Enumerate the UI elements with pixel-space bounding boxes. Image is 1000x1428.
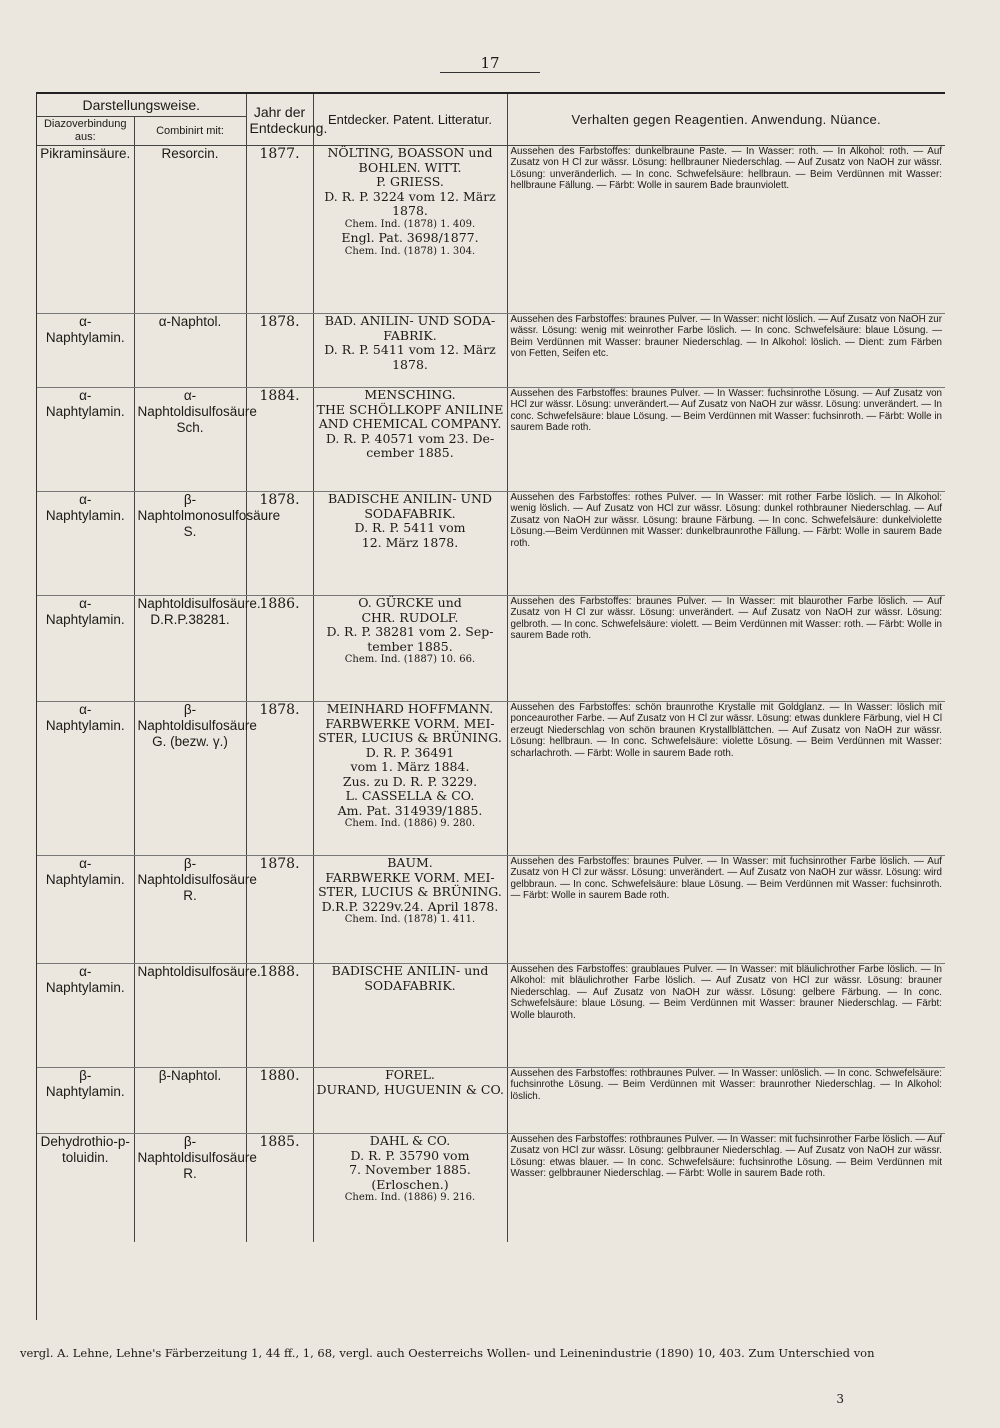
combined-with: Resorcin.: [134, 146, 246, 314]
discoverer-patent: [313, 388, 507, 492]
discoverer-line: BAD. ANILIN- UND SODA-: [324, 313, 496, 328]
header-diazo: Diazoverbindung aus:: [37, 117, 134, 146]
discoverer-line: 7. November 1885.: [349, 1162, 471, 1177]
table-row: [37, 1134, 945, 1242]
discoverer-line: D. R. P. 36491: [365, 744, 455, 760]
discovery-year: 1886.: [246, 596, 313, 702]
diazo-compound: α-Naphtylamin.: [37, 492, 134, 596]
discoverer-line: Zus. zu D. R. P. 3229.: [342, 773, 478, 789]
combined-with: β-Naphtoldisulfosäure R.: [134, 1134, 246, 1242]
discovery-year: 1888.: [246, 964, 313, 1068]
discoverer-line: SODAFABRIK.: [364, 977, 456, 993]
discoverer-line: CHR. RUDOLF.: [361, 609, 459, 625]
reagent-behavior: Aussehen des Farbstoffes: braunes Pulver. — In Wasser: mit fuchsinrother Farbe löslich. — Auf Zusatz von H Cl zur wässr. Lösung: unverändert. — Auf Zusatz von NaOH zur wässr. Lösung: wird gelbbraun. — In conc. Schwefelsäure: blaue Lösung. — Beim Verdünnen mit Wasser: fuchsinroth. — Färbt: Wolle in saurem Bade roth.: [507, 856, 945, 964]
discovery-year: 1878.: [246, 314, 313, 388]
discoverer-line: 1878.: [392, 203, 428, 218]
page-number: 17: [440, 54, 540, 73]
reagent-behavior: Aussehen des Farbstoffes: rothbraunes Pulver. — In Wasser: mit fuchsinrother Farbe löslich. — Auf Zusatz von HCl zur wässr. Lösung: gelbbrauner Niederschlag. — Auf Zusatz von NaOH zur wässr. Lösung: etwas blauer. — In conc. Schwefelsäure: fuchsinrothe Lösung. — Beim Verdünnen mit Wasser: gelbbrauner Niederschlag. — Färbt: Wolle in saurem Bade roth.: [510, 1134, 942, 1180]
reagent-behavior: Aussehen des Farbstoffes: graublaues Pulver. — In Wasser: mit bläulichrother Farbe löslich. — In Alkohol: mit bläulichrother Farbe löslich. — Auf Zusatz von HCl zur wässr. Lösung: brauner Niederschlag. — Auf Zusatz von NaOH zur wässr. Lösung: gelbere Färbung. — In conc. Schwefelsäure: blaue Lösung. — Beim Verdünnen mit Wasser: brauner Niederschlag. — Färbt: Wolle blauroth.: [507, 964, 945, 1068]
discoverer-line: P. GRIESS.: [376, 174, 444, 189]
table-row: [37, 388, 945, 492]
discoverer-line: BAUM.: [387, 855, 433, 870]
discoverer-line: D. R. P. 38281 vom 2. Sep-: [326, 624, 494, 639]
discoverer-line: Chem. Ind. (1878) 1. 409.: [344, 218, 476, 230]
discoverer-line: D.R.P. 3229v.24. April 1878.: [321, 898, 499, 914]
discoverer-patent: [313, 856, 507, 964]
discoverer-line: MEINHARD HOFFMANN.: [326, 701, 494, 716]
table-row: [37, 314, 945, 388]
discoverer-line: Chem. Ind. (1878) 1. 304.: [344, 245, 476, 257]
discoverer-line: D. R. P. 5411 vom: [354, 520, 466, 535]
diazo-compound: α-Naphtylamin.: [37, 964, 134, 1068]
discoverer-line: 12. März 1878.: [361, 534, 459, 550]
discoverer-line: BADISCHE ANILIN- UND: [327, 491, 493, 506]
diazo-compound: α-Naphtylamin.: [37, 856, 134, 964]
reagent-behavior: Aussehen des Farbstoffes: rothes Pulver. — In Wasser: mit rother Farbe löslich. — In Alkohol: wenig löslich. — Auf Zusatz von HCl zur wässr. Lösung: dunkel rothbrauner Niederschlag. — Auf Zusatz von NaOH zur wässr. Lösung: braune Färbung. — In conc. Schwefelsäure: dunkelviolette Lösung.—Beim Verdünnen mit Wasser: dunkelbraunrothe Fällung. — Färbt: Wolle in saurem Bade roth.: [507, 492, 945, 596]
discoverer-line: O. GÜRCKE und: [358, 595, 462, 610]
discoverer-line: Am. Pat. 314939/1885.: [337, 802, 483, 818]
discoverer-line: BADISCHE ANILIN- und: [331, 963, 489, 978]
combined-with: Naphtoldisulfosäure. D.R.P.38281.: [134, 596, 246, 702]
discoverer-line: D. R. P. 35790 vom: [350, 1147, 470, 1163]
diazo-compound: Dehydrothio-p-toluidin.: [37, 1134, 134, 1242]
discoverer-line: STER, LUCIUS & BRÜNING.: [318, 884, 502, 899]
header-entdecker: Entdecker. Patent. Litteratur.: [313, 94, 507, 146]
reagent-behavior: Aussehen des Farbstoffes: rothbraunes Pulver. — In Wasser: unlöslich. — In conc. Schwefelsäure: fuchsinrothe Lösung. — Beim Verdünnen mit Wasser: braunrother Niederschlag. — In Alkohol: löslich.: [507, 1068, 945, 1134]
discoverer-line: Chem. Ind. (1878) 1. 411.: [344, 914, 476, 925]
discoverer-line: D. R. P. 5411 vom 12. März: [324, 342, 496, 357]
discoverer-line: AND CHEMICAL COMPANY.: [318, 416, 502, 431]
reagent-behavior: Aussehen des Farbstoffes: dunkelbraune Paste. — In Wasser: roth. — In Alkohol: roth. — Auf Zusatz von H Cl zur wässr. Lösung: hellbrauner Niederschlag. — Auf Zusatz von NaOH zur wässr. Lösung: unveränderlich. — In conc. Schwefelsäure: hellbraun. — Beim Verdünnen mit Wasser: hellbraune Fällung. — Färbt: Wolle in saurem Bade braunviolett.: [507, 146, 945, 314]
discoverer-patent: [313, 1068, 507, 1134]
table-row: [37, 1068, 945, 1134]
diazo-compound: β-Naphtylamin.: [37, 1068, 134, 1134]
table-row: [37, 856, 945, 964]
diazo-compound: α-Naphtylamin.: [37, 702, 134, 856]
discovery-year: 1878.: [246, 856, 313, 964]
reagent-behavior: Aussehen des Farbstoffes: braunes Pulver. — In Wasser: mit blaurother Farbe löslich. — Auf Zusatz von H Cl zur wässr. Lösung: unverändert. — Auf Zusatz von NaOH zur wässr. Lösung: gelbroth. — In conc. Schwefelsäure: violett. — Beim Verdünnen mit Wasser: roth. — Färbt: Wolle in saurem Bade roth.: [507, 596, 945, 702]
discovery-year: 1878.: [246, 492, 313, 596]
dye-table: [36, 92, 945, 1320]
combined-with: α-Naphtoldisulfosäure Sch.: [134, 388, 246, 492]
discoverer-line: cember 1885.: [366, 445, 454, 460]
discoverer-patent: [313, 596, 507, 702]
discoverer-line: Engl. Pat. 3698/1877.: [341, 230, 479, 245]
discoverer-line: SODAFABRIK.: [364, 505, 456, 521]
header-jahr: Jahr der Entdeckung.: [246, 94, 313, 146]
discoverer-line: Chem. Ind. (1887) 10. 66.: [344, 654, 476, 665]
table-row: [37, 492, 945, 596]
combined-with: β-Naphtolmonosulfosäure S.: [134, 492, 246, 596]
combined-with: β-Naphtoldisulfosäure G. (bezw. γ.): [134, 702, 246, 856]
discovery-year: 1880.: [246, 1068, 313, 1134]
table-row: [37, 702, 945, 856]
discoverer-patent: [313, 314, 507, 388]
diazo-compound: Pikraminsäure.: [37, 146, 134, 314]
discoverer-line: FARBWERKE VORM. MEI-: [325, 715, 495, 731]
dye-table-grid: [37, 94, 945, 1242]
discoverer-line: DURAND, HUGUENIN & CO.: [316, 1081, 504, 1097]
discovery-year: 1878.: [246, 702, 313, 856]
header-combinirt: Combinirt mit:: [134, 117, 246, 146]
table-row: [37, 146, 945, 314]
discoverer-line: (Erloschen.): [371, 1176, 449, 1192]
table-row: [37, 964, 945, 1068]
header-darstellung: Darstellungsweise.: [37, 94, 246, 117]
discoverer-line: tember 1885.: [367, 638, 453, 654]
discoverer-patent: [313, 146, 507, 314]
discoverer-line: 1878.: [392, 356, 428, 372]
discoverer-line: D. R. P. 3224 vom 12. März: [324, 188, 496, 204]
discovery-year: 1877.: [246, 146, 313, 314]
diazo-compound: α-Naphtylamin.: [37, 314, 134, 388]
diazo-compound: α-Naphtylamin.: [37, 596, 134, 702]
discoverer-patent: [313, 702, 507, 856]
discoverer-line: NÖLTING, BOASSON und: [327, 145, 493, 160]
combined-with: β-Naphtol.: [134, 1068, 246, 1134]
sheet-mark: 3: [836, 1392, 844, 1406]
combined-with: Naphtoldisulfosäure.: [134, 964, 246, 1068]
discoverer-line: FOREL.: [385, 1067, 435, 1082]
discoverer-line: L. CASSELLA & CO.: [345, 788, 475, 803]
discoverer-line: FARBWERKE VORM. MEI-: [325, 869, 495, 885]
footnote: vergl. A. Lehne, Lehne's Färberzeitung 1, 44 ff., 1, 68, vergl. auch Oesterreichs Wollen- und Leinenindustrie (1890) 10, 403. Zum Unterschied von: [20, 1346, 875, 1360]
discoverer-patent: [313, 1134, 507, 1242]
discoverer-line: vom 1. März 1884.: [350, 759, 470, 774]
table-row: [37, 596, 945, 702]
diazo-compound: α-Naphtylamin.: [37, 388, 134, 492]
reagent-behavior: Aussehen des Farbstoffes: braunes Pulver. — In Wasser: nicht löslich. — Auf Zusatz von NaOH zur wässr. Lösung: wenig mit weinrother Farbe löslich. — In conc. Schwefelsäure: blaue Lösung. — Beim Verdünnen mit Wasser: brauner Niederschlag. — In Alkohol: löslich. — Dient: zum Färben von Fetten, Seifen etc.: [507, 314, 945, 388]
discoverer-line: DAHL & CO.: [369, 1133, 451, 1148]
discoverer-patent: [313, 964, 507, 1068]
combined-with: β-Naphtoldisulfosäure R.: [134, 856, 246, 964]
discoverer-patent: [313, 492, 507, 596]
discoverer-line: FABRIK.: [383, 327, 437, 343]
discoverer-line: THE SCHÖLLKOPF ANILINE: [316, 401, 504, 417]
discoverer-line: Chem. Ind. (1886) 9. 280.: [344, 818, 476, 829]
discoverer-line: STER, LUCIUS & BRÜNING.: [318, 730, 502, 745]
reagent-behavior: Aussehen des Farbstoffes: schön braunrothe Krystalle mit Goldglanz. — In Wasser: löslich mit ponceaurother Farbe. — Auf Zusatz von H Cl zur wässr. Lösung: etwas dunklere Färbung, viel H Cl erzeugt Niederschlag von schön braunen Krystallblättchen. — Auf Zusatz von NaOH zur wässr. Lösung: hellbraun. — In conc. Schwefelsäure: violette Lösung. — Beim Verdünnen mit Wasser: scharlachroth. — Färbt: Wolle in saurem Bade roth.: [507, 702, 945, 856]
discoverer-line: Chem. Ind. (1886) 9. 216.: [344, 1192, 476, 1203]
discoverer-line: BOHLEN. WITT.: [358, 159, 462, 175]
discoverer-line: D. R. P. 40571 vom 23. De-: [325, 430, 495, 446]
reagent-behavior: Aussehen des Farbstoffes: braunes Pulver. — In Wasser: fuchsinrothe Lösung. — Auf Zusatz von HCl zur wässr. Lösung: unverändert.— Auf Zusatz von NaOH zur wässr. Lösung: unverändert. — In conc. Schwefelsäure: blaue Lösung. — Beim Verdünnen mit Wasser: fuchsinroth. — Färbt: Wolle in saurem Bade roth.: [507, 388, 945, 492]
header-verhalten: Verhalten gegen Reagentien. Anwendung. Nüance.: [507, 94, 945, 146]
discovery-year: 1884.: [246, 388, 313, 492]
discoverer-line: MENSCHING.: [364, 387, 456, 402]
discovery-year: 1885.: [246, 1134, 313, 1242]
combined-with: α-Naphtol.: [134, 314, 246, 388]
